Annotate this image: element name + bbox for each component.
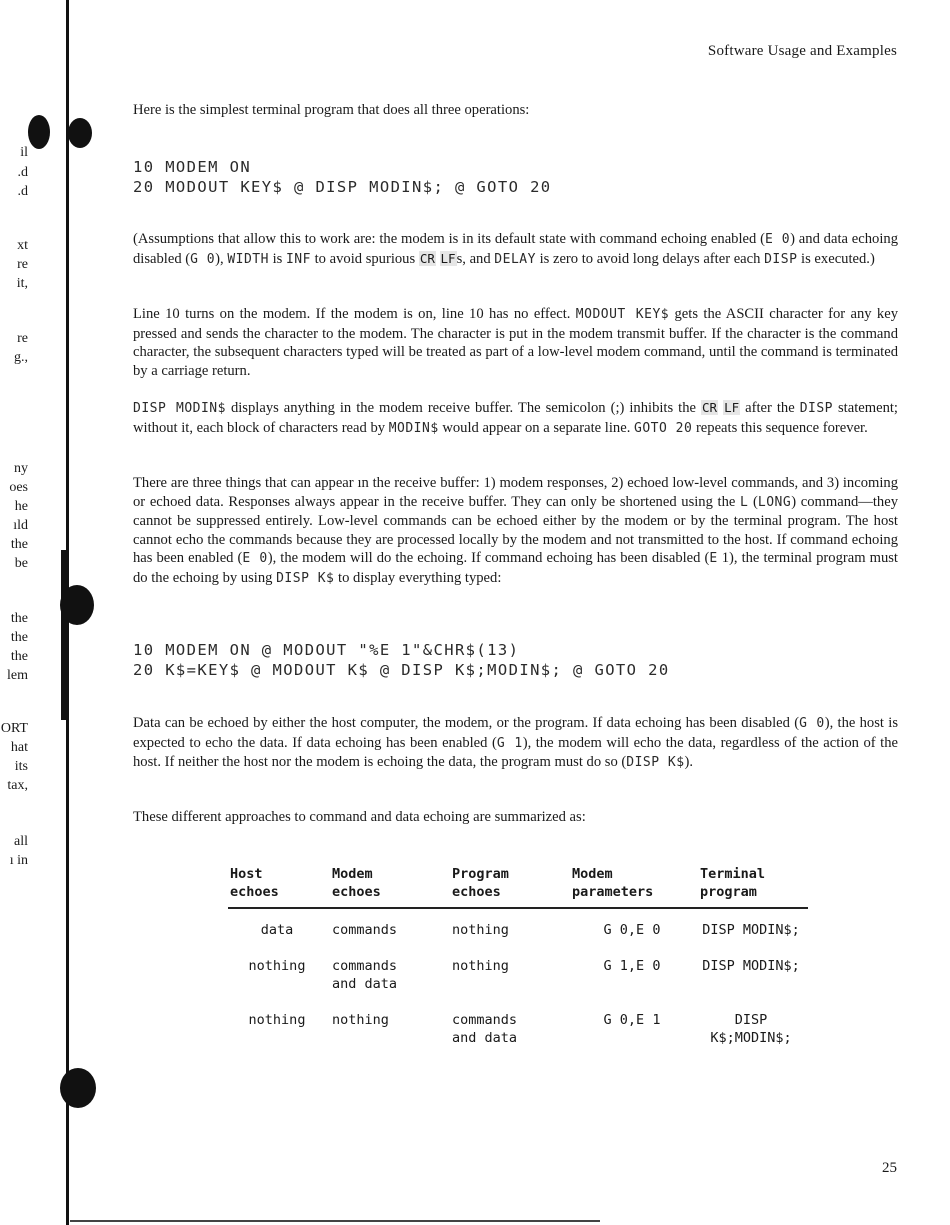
cell-terminal: DISP K$;MODIN$; xyxy=(710,1012,792,1046)
prev-text: xt xyxy=(17,238,28,253)
code-inline: E 0 xyxy=(764,232,791,247)
code-line: 20 MODOUT KEY$ @ DISP MODIN$; @ GOTO 20 xyxy=(133,178,552,196)
cell-modem: commands xyxy=(332,922,398,938)
punch-hole-middle xyxy=(60,585,94,625)
prev-text: ı in xyxy=(9,853,28,868)
prev-text: he xyxy=(14,499,28,514)
text: ). xyxy=(684,754,694,770)
code-inline: MODOUT KEY$ xyxy=(575,307,670,322)
previous-page-fragment xyxy=(0,0,30,1225)
text: ), xyxy=(215,250,228,267)
prev-text: .d xyxy=(17,165,28,180)
prev-text: re xyxy=(17,257,28,272)
punch-hole-top xyxy=(68,118,92,148)
code-inline: G 1 xyxy=(496,735,523,751)
page-number: 25 xyxy=(882,1160,897,1176)
prev-text: hat xyxy=(10,740,28,755)
text: after the xyxy=(740,400,800,416)
code-inline: E 0 xyxy=(242,551,268,566)
control-char-lf: LF xyxy=(440,250,456,266)
echo-summary-table xyxy=(228,865,808,1047)
code-inline: G 0 xyxy=(190,251,216,267)
cell-parameters: G 1,E 0 xyxy=(603,958,661,974)
code-block-echo xyxy=(133,640,898,680)
text: (Assumptions that allow this to work are: the modem is in its default state with command echoing enabled ( xyxy=(133,231,765,247)
text: to display everything typed: xyxy=(334,569,502,586)
control-char-cr: CR xyxy=(419,250,435,266)
cell-program: commands and data xyxy=(452,1012,518,1046)
text xyxy=(436,251,440,267)
code-line: 10 MODEM ON @ MODOUT "%E 1"&CHR$(13) xyxy=(133,641,520,659)
cell-host: nothing xyxy=(248,1012,306,1028)
receive-buffer-paragraph xyxy=(133,474,898,588)
cell-parameters: G 0,E 0 xyxy=(603,922,661,938)
header-terminal-program: Terminal program xyxy=(698,865,808,908)
text: repeats this sequence forever. xyxy=(692,419,868,436)
control-char-lf: LF xyxy=(724,400,740,415)
prev-text: it, xyxy=(16,276,28,291)
prev-text: the xyxy=(10,630,28,645)
prev-text: .d xyxy=(17,184,28,199)
intro-paragraph: Here is the simplest terminal program that does all three operations: xyxy=(133,102,530,118)
code-inline: DELAY xyxy=(494,251,536,267)
punch-hole-bottom xyxy=(60,1068,96,1108)
text: ) command—they cannot be suppressed entirely. Low-level commands can be echoed either by the modem or by the terminal program. The host cannot echo the commands because they are processed locally by the modem and not transmitted to the host. If command echoing has been enabled ( xyxy=(133,493,899,566)
text: ) and data echoing disabled ( xyxy=(133,231,898,267)
code-inline: INF xyxy=(285,251,311,267)
line10-paragraph xyxy=(133,305,898,380)
prev-text: lem xyxy=(7,668,28,683)
prev-text: oes xyxy=(9,480,28,495)
text: is executed.) xyxy=(797,250,875,267)
prev-text: ORT xyxy=(0,721,28,736)
disp-paragraph xyxy=(133,399,898,438)
text: statement; without it, each block of characters read by xyxy=(133,400,898,436)
prev-text: tax, xyxy=(7,778,28,793)
cell-host: nothing xyxy=(248,958,306,974)
running-header: Software Usage and Examples xyxy=(707,43,897,59)
text: ), the modem will do the echoing. If command echoing has been disabled ( xyxy=(267,550,710,566)
code-inline: E xyxy=(709,551,718,566)
header-modem-parameters: Modem parameters xyxy=(570,865,698,908)
prev-text: be xyxy=(14,556,28,571)
text: displays anything in the modem receive buffer. The semicolon (;) inhibits the xyxy=(225,400,701,416)
code-inline: WIDTH xyxy=(227,251,269,267)
text: 1), the terminal program must do the echoing by using xyxy=(133,550,898,586)
table-row xyxy=(228,993,808,1047)
text: Line 10 turns on the modem. If the modem is on, line 10 has no effect. xyxy=(133,306,576,322)
code-inline: L xyxy=(740,494,749,510)
code-block-simple xyxy=(133,157,898,197)
prev-text: the xyxy=(10,537,28,552)
table-row xyxy=(228,939,808,993)
header-host-echoes: Host echoes xyxy=(228,865,330,908)
assumptions-paragraph xyxy=(133,230,898,269)
cell-modem: commands and data xyxy=(332,958,398,992)
text: Data can be echoed by either the host computer, the modem, or the program. If data echoing has been disabled ( xyxy=(133,715,800,731)
text: ( xyxy=(748,493,758,510)
text: s, and xyxy=(456,250,495,267)
control-char-cr: CR xyxy=(701,400,718,415)
text: ), the host is expected to echo the data. If data echoing has been enabled ( xyxy=(133,715,898,751)
cell-terminal: DISP MODIN$; xyxy=(702,958,800,974)
code-line: 10 MODEM ON xyxy=(133,158,252,176)
prev-text: re xyxy=(17,331,28,346)
data-echo-paragraph xyxy=(133,714,898,773)
code-inline: DISP K$ xyxy=(626,755,685,770)
header-modem-echoes: Modem echoes xyxy=(330,865,450,908)
text: would appear on a separate line. xyxy=(438,419,634,436)
prev-text: ny xyxy=(14,461,28,476)
text: ), the modem will echo the data, regardless of the action of the host. If neither the host nor the modem is echoing the data, the program must do so ( xyxy=(133,734,899,770)
code-inline: LONG xyxy=(757,494,792,510)
punch-hole-top-left xyxy=(28,115,50,149)
code-inline: GOTO 20 xyxy=(634,420,693,436)
text: There are three things that can appear ın the receive buffer: 1) modem responses, 2) echoed low-level commands, and 3) incoming or echoed data. Responses always appear in the receive buffer. They can only be shortened using the xyxy=(133,475,898,510)
table-row xyxy=(228,908,808,939)
prev-text: the xyxy=(10,649,28,664)
code-line: 20 K$=KEY$ @ MODOUT K$ @ DISP K$;MODIN$; @ GOTO 20 xyxy=(133,661,670,679)
prev-text: g., xyxy=(14,350,28,365)
cell-modem: nothing xyxy=(332,1012,389,1028)
prev-text: ıld xyxy=(13,518,28,533)
code-inline: DISP K$ xyxy=(276,570,335,586)
prev-text: its xyxy=(14,759,28,774)
cell-host: data xyxy=(260,922,294,938)
text: is zero to avoid long delays after each xyxy=(535,250,765,267)
bottom-edge-rule xyxy=(70,1220,600,1222)
code-inline: DISP MODIN$ xyxy=(133,401,226,416)
prev-text: the xyxy=(10,611,28,626)
code-inline: MODIN$ xyxy=(388,420,439,436)
cell-program: nothing xyxy=(452,958,509,974)
text: to avoid spurious xyxy=(310,250,419,267)
text: is xyxy=(268,250,286,267)
header-program-echoes: Program echoes xyxy=(450,865,570,908)
cell-parameters: G 0,E 1 xyxy=(603,1012,661,1028)
code-inline: DISP xyxy=(799,401,833,416)
code-inline: DISP xyxy=(764,251,798,267)
prev-text: il xyxy=(20,145,28,160)
code-inline: G 0 xyxy=(799,716,825,731)
prev-text: all xyxy=(14,834,28,849)
binding-edge-thick xyxy=(61,550,69,720)
cell-terminal: DISP MODIN$; xyxy=(702,922,800,938)
summary-intro: These different approaches to command and data echoing are summarized as: xyxy=(133,809,586,825)
cell-program: nothing xyxy=(452,922,509,938)
table-header-row xyxy=(228,865,808,908)
text: gets the ASCII character for any key pressed and sends the character to the modem. The character is put in the modem transmit buffer. If the character is the command character, the subsequent characters typed will be treated as part of a low-level modem command, until the command is terminated by a carriage return. xyxy=(133,306,899,379)
